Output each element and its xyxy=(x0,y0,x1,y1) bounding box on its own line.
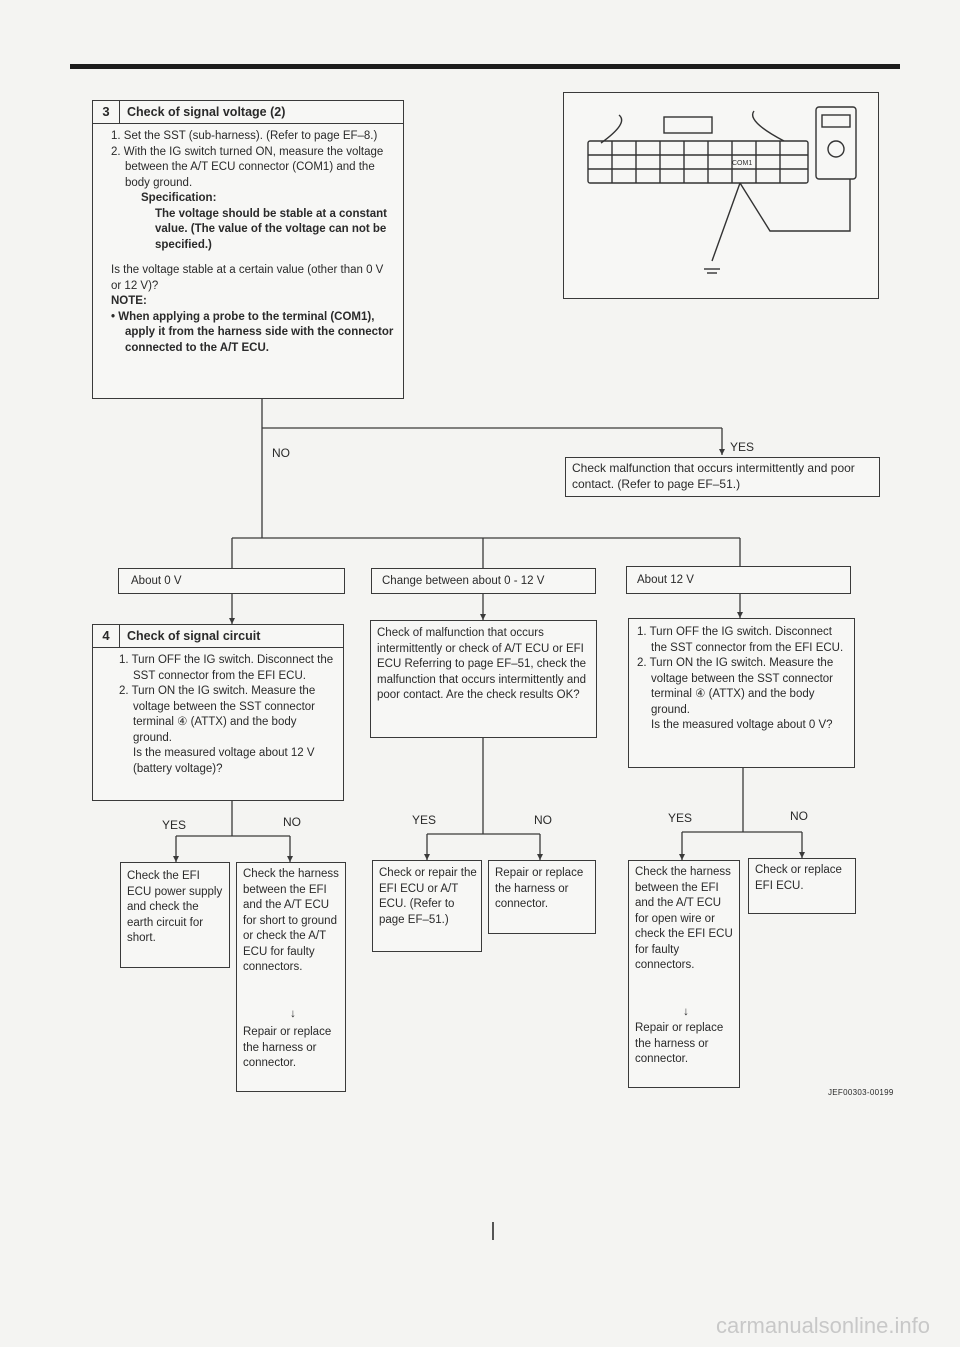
right-check-body xyxy=(637,625,849,734)
step-number: 3 xyxy=(93,101,120,123)
note-label: NOTE: xyxy=(111,295,147,307)
result-harness-short-check xyxy=(236,862,346,1092)
instruction-1: 1. Turn OFF the IG switch. Disconnect the SST connector from the EFI ECU. xyxy=(637,626,844,654)
branch-about-12v xyxy=(626,566,851,594)
label-yes: YES xyxy=(668,811,693,825)
result-text: Repair or replace the harness or connector. xyxy=(243,1026,332,1069)
result-text: Check or repair the EFI ECU or A/T ECU. (Refer to page EF–51.) xyxy=(379,867,477,926)
down-arrow: ↓ xyxy=(290,1008,296,1020)
instruction-2: 2. Turn ON the IG switch. Measure the voltage between the SST connector terminal ④ (ATTX) and the body ground. xyxy=(637,657,834,716)
question: Is the voltage stable at a certain value (other than 0 V or 12 V)? xyxy=(111,264,384,292)
branch-about-0v xyxy=(118,568,345,594)
instruction-1: 1. Set the SST (sub-harness). (Refer to page EF–8.) xyxy=(111,130,378,142)
result-text: Repair or replace the harness or connector. xyxy=(495,867,584,910)
branch-label: Change between about 0 - 12 V xyxy=(382,575,545,587)
step-title: Check of signal voltage (2) xyxy=(127,105,286,119)
right-check-box xyxy=(628,618,855,768)
instruction-2: 2. With the IG switch turned ON, measure the voltage between the A/T ECU connector (COM1) and the body ground. xyxy=(111,145,384,189)
branch-label: About 12 V xyxy=(637,574,694,586)
result-text: Check the harness between the EFI and the A/T ECU for short to ground or check the A/T ECU for faulty connectors. xyxy=(243,868,339,973)
branch-change xyxy=(371,568,596,594)
label-no: NO xyxy=(790,809,808,823)
figure-code: JEF00303-00199 xyxy=(828,1088,894,1097)
label-no: NO xyxy=(534,813,552,827)
instruction-1: 1. Turn OFF the IG switch. Disconnect the SST connector from the EFI ECU. xyxy=(119,654,334,682)
result-text: Check the harness between the EFI and the A/T ECU for open wire or check the EFI ECU for faulty connectors. xyxy=(635,866,733,971)
step-4-body xyxy=(119,653,337,777)
label-no: NO xyxy=(272,446,290,460)
result-text: Check the EFI ECU power supply and check the earth circuit for short. xyxy=(127,870,223,944)
down-arrow: ↓ xyxy=(683,1006,689,1018)
branch-label: About 0 V xyxy=(131,575,182,587)
step-title: Check of signal circuit xyxy=(127,629,261,643)
result-replace-efi-ecu xyxy=(748,858,856,914)
step-3-box xyxy=(92,100,404,399)
spec-label: Specification: xyxy=(141,192,217,204)
note-text: • When applying a probe to the terminal (COM1), apply it from the harness side with the connector connected to the A/T ECU. xyxy=(111,310,394,354)
spec-text: The voltage should be stable at a constant value. (The value of the voltage can not be specified.) xyxy=(155,207,387,251)
question: Is the measured voltage about 0 V? xyxy=(651,719,833,731)
check-text: Check of malfunction that occurs intermittently or check of A/T ECU or EFI ECU Referring to page EF–51, check the malfunction that occurs intermittently and poor contact. Are the check results OK? xyxy=(377,627,587,701)
question: Is the measured voltage about 12 V (battery voltage)? xyxy=(133,747,315,775)
intermittent-ecu-check-box xyxy=(370,620,597,738)
result-text: Check or replace EFI ECU. xyxy=(755,864,842,892)
result-repair-harness xyxy=(488,860,596,934)
result-harness-open-check xyxy=(628,860,740,1088)
connector-illustration xyxy=(563,92,879,299)
step-4-header xyxy=(93,625,343,648)
step-3-body xyxy=(111,129,395,356)
label-yes: YES xyxy=(730,440,755,454)
result-text: Repair or replace the harness or connector. xyxy=(635,1022,724,1065)
intermittent-check-box xyxy=(565,457,880,497)
step-number: 4 xyxy=(93,625,120,647)
result-ecu-repair xyxy=(372,860,482,952)
label-yes: YES xyxy=(162,818,187,832)
step-3-header xyxy=(93,101,403,124)
label-yes: YES xyxy=(412,813,437,827)
result-efi-power-check xyxy=(120,862,230,968)
intermittent-text: Check malfunction that occurs intermittently and poor contact. (Refer to page EF–51.) xyxy=(572,461,855,491)
connector-terminal-label: COM1 xyxy=(732,160,753,167)
instruction-2: 2. Turn ON the IG switch. Measure the voltage between the SST connector terminal ④ (ATTX) and the body ground. xyxy=(119,685,316,744)
page-mark xyxy=(492,1222,494,1240)
multimeter-connector-drawing xyxy=(564,93,877,297)
step-4-box xyxy=(92,624,344,801)
label-no: NO xyxy=(283,815,301,829)
watermark: carmanualsonline.info xyxy=(715,1313,930,1338)
